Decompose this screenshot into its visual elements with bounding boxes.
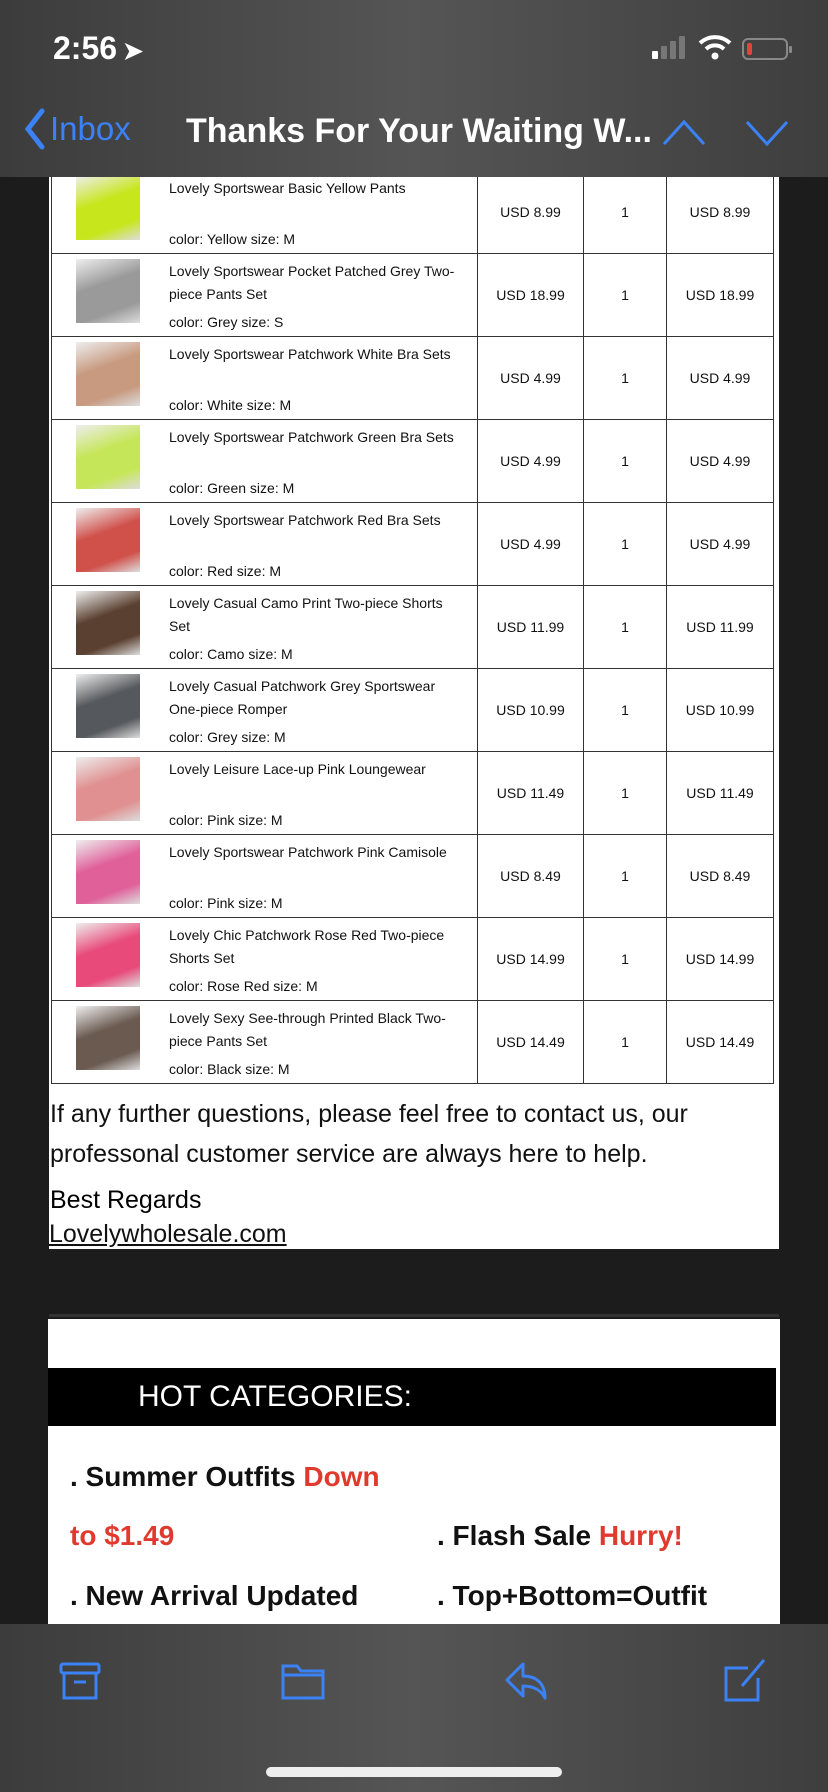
back-label: Inbox: [50, 110, 131, 147]
product-cell: [52, 586, 478, 669]
unit-price: USD 8.99: [478, 171, 584, 254]
product-variant: color: Yellow size: M: [169, 231, 296, 247]
product-thumbnail[interactable]: [76, 591, 140, 655]
table-row: [52, 669, 774, 752]
quantity: 1: [584, 835, 667, 918]
product-cell: [52, 420, 478, 503]
product-name[interactable]: Lovely Sportswear Pocket Patched Grey Two-piece Pants Set: [169, 263, 455, 302]
product-cell: [52, 1001, 478, 1084]
table-row: [52, 1001, 774, 1084]
table-row: [52, 503, 774, 586]
product-thumbnail[interactable]: [76, 342, 140, 406]
product-thumbnail[interactable]: [76, 508, 140, 572]
quantity: 1: [584, 586, 667, 669]
product-thumbnail[interactable]: [76, 1006, 140, 1070]
unit-price: USD 14.99: [478, 918, 584, 1001]
product-thumbnail[interactable]: [76, 425, 140, 489]
unit-price: USD 4.99: [478, 420, 584, 503]
line-total: USD 4.99: [667, 337, 774, 420]
line-total: USD 18.99: [667, 254, 774, 337]
compose-icon[interactable]: [722, 1658, 768, 1704]
product-thumbnail[interactable]: [76, 757, 140, 821]
product-variant: color: Pink size: M: [169, 895, 283, 911]
top-bar: [0, 0, 828, 177]
quantity: 1: [584, 337, 667, 420]
product-variant: color: Pink size: M: [169, 812, 283, 828]
line-total: USD 10.99: [667, 669, 774, 752]
unit-price: USD 14.49: [478, 1001, 584, 1084]
unit-price: USD 11.49: [478, 752, 584, 835]
line-total: USD 8.49: [667, 835, 774, 918]
unit-price: USD 18.99: [478, 254, 584, 337]
product-variant: color: Green size: M: [169, 480, 295, 496]
home-indicator[interactable]: [266, 1767, 562, 1777]
product-cell: [52, 254, 478, 337]
product-variant: color: Black size: M: [169, 1061, 290, 1077]
table-row: [52, 752, 774, 835]
chevron-left-icon: [24, 108, 46, 150]
product-name[interactable]: Lovely Leisure Lace-up Pink Loungewear: [169, 761, 426, 777]
quantity: 1: [584, 503, 667, 586]
unit-price: USD 4.99: [478, 337, 584, 420]
table-row: [52, 918, 774, 1001]
category-top-bottom[interactable]: . Top+Bottom=Outfit: [437, 1580, 708, 1611]
product-cell: [52, 752, 478, 835]
product-cell: [52, 918, 478, 1001]
table-row: [52, 254, 774, 337]
back-to-inbox-button[interactable]: [24, 108, 131, 150]
quantity: 1: [584, 420, 667, 503]
product-cell: [52, 835, 478, 918]
quantity: 1: [584, 1001, 667, 1084]
product-thumbnail[interactable]: [76, 176, 140, 240]
product-cell: [52, 171, 478, 254]
product-variant: color: Grey size: S: [169, 314, 284, 330]
wifi-icon: [698, 34, 732, 60]
email-subject: Thanks For Your Waiting W...: [186, 112, 652, 150]
summer-red-text: Down: [303, 1461, 380, 1492]
product-name[interactable]: Lovely Chic Patchwork Rose Red Two-piece Shorts Set: [169, 927, 445, 966]
quantity: 1: [584, 918, 667, 1001]
product-variant: color: Camo size: M: [169, 646, 293, 662]
product-name[interactable]: Lovely Sportswear Patchwork White Bra Sets: [169, 346, 451, 362]
product-name[interactable]: Lovely Casual Patchwork Grey Sportswear One-piece Romper: [169, 678, 436, 717]
next-message-button[interactable]: [745, 118, 789, 148]
summer-text: . Summer Outfits: [70, 1461, 304, 1492]
flash-red-text: Hurry!: [598, 1520, 683, 1551]
unit-price: USD 10.99: [478, 669, 584, 752]
bottom-toolbar: [0, 1624, 828, 1792]
product-name[interactable]: Lovely Sexy See-through Printed Black Two-piece Pants Set: [169, 1010, 446, 1049]
product-variant: color: White size: M: [169, 397, 292, 413]
signal-icon: [652, 36, 685, 59]
quantity: 1: [584, 669, 667, 752]
unit-price: USD 8.49: [478, 835, 584, 918]
time-text: 2:56: [53, 30, 118, 66]
status-time: [53, 30, 143, 67]
table-row: [52, 337, 774, 420]
product-variant: color: Grey size: M: [169, 729, 286, 745]
battery-icon: [742, 38, 788, 60]
product-thumbnail[interactable]: [76, 259, 140, 323]
folder-icon[interactable]: [280, 1658, 326, 1704]
quantity: 1: [584, 171, 667, 254]
table-row: [52, 835, 774, 918]
line-total: USD 4.99: [667, 420, 774, 503]
product-name[interactable]: Lovely Casual Camo Print Two-piece Shorts Set: [169, 595, 443, 634]
hot-categories-title: HOT CATEGORIES:: [48, 1368, 776, 1426]
product-name[interactable]: Lovely Sportswear Patchwork Pink Camisole: [169, 844, 447, 860]
category-summer-outfits[interactable]: [70, 1461, 380, 1493]
category-new-arrival[interactable]: . New Arrival Updated: [70, 1580, 359, 1611]
unit-price: USD 11.99: [478, 586, 584, 669]
product-cell: [52, 503, 478, 586]
product-name[interactable]: Lovely Sportswear Patchwork Red Bra Sets: [169, 512, 441, 528]
archive-icon[interactable]: [57, 1658, 103, 1704]
product-name[interactable]: Lovely Sportswear Patchwork Green Bra Sets: [169, 429, 454, 445]
store-link[interactable]: Lovelywholesale.com: [49, 1220, 287, 1248]
line-total: USD 14.49: [667, 1001, 774, 1084]
regards-text: Best Regards: [50, 1186, 202, 1214]
email-body: [49, 170, 779, 1249]
closing-paragraph: If any further questions, please feel free to contact us, our professonal customer service are always here to help.: [50, 1100, 688, 1168]
flash-text: . Flash Sale: [437, 1520, 599, 1551]
order-items-table: [51, 170, 774, 1084]
quantity: 1: [584, 254, 667, 337]
line-total: USD 4.99: [667, 503, 774, 586]
line-total: USD 11.49: [667, 752, 774, 835]
location-icon: ➤: [123, 38, 144, 65]
product-cell: [52, 337, 478, 420]
table-row: [52, 420, 774, 503]
previous-message-button[interactable]: [662, 118, 706, 148]
product-name[interactable]: Lovely Sportswear Basic Yellow Pants: [169, 180, 406, 196]
divider: [49, 1314, 779, 1317]
product-thumbnail[interactable]: [76, 674, 140, 738]
line-total: USD 14.99: [667, 918, 774, 1001]
category-flash-sale[interactable]: [437, 1520, 683, 1552]
table-row: [52, 586, 774, 669]
line-total: USD 8.99: [667, 171, 774, 254]
product-thumbnail[interactable]: [76, 840, 140, 904]
product-variant: color: Red size: M: [169, 563, 282, 579]
summer-price-text[interactable]: to $1.49: [70, 1520, 175, 1551]
unit-price: USD 4.99: [478, 503, 584, 586]
quantity: 1: [584, 752, 667, 835]
reply-icon[interactable]: [503, 1658, 549, 1704]
line-total: USD 11.99: [667, 586, 774, 669]
product-cell: [52, 669, 478, 752]
product-variant: color: Rose Red size: M: [169, 978, 318, 994]
product-thumbnail[interactable]: [76, 923, 140, 987]
hot-categories-section: [48, 1319, 780, 1639]
table-row: [52, 171, 774, 254]
